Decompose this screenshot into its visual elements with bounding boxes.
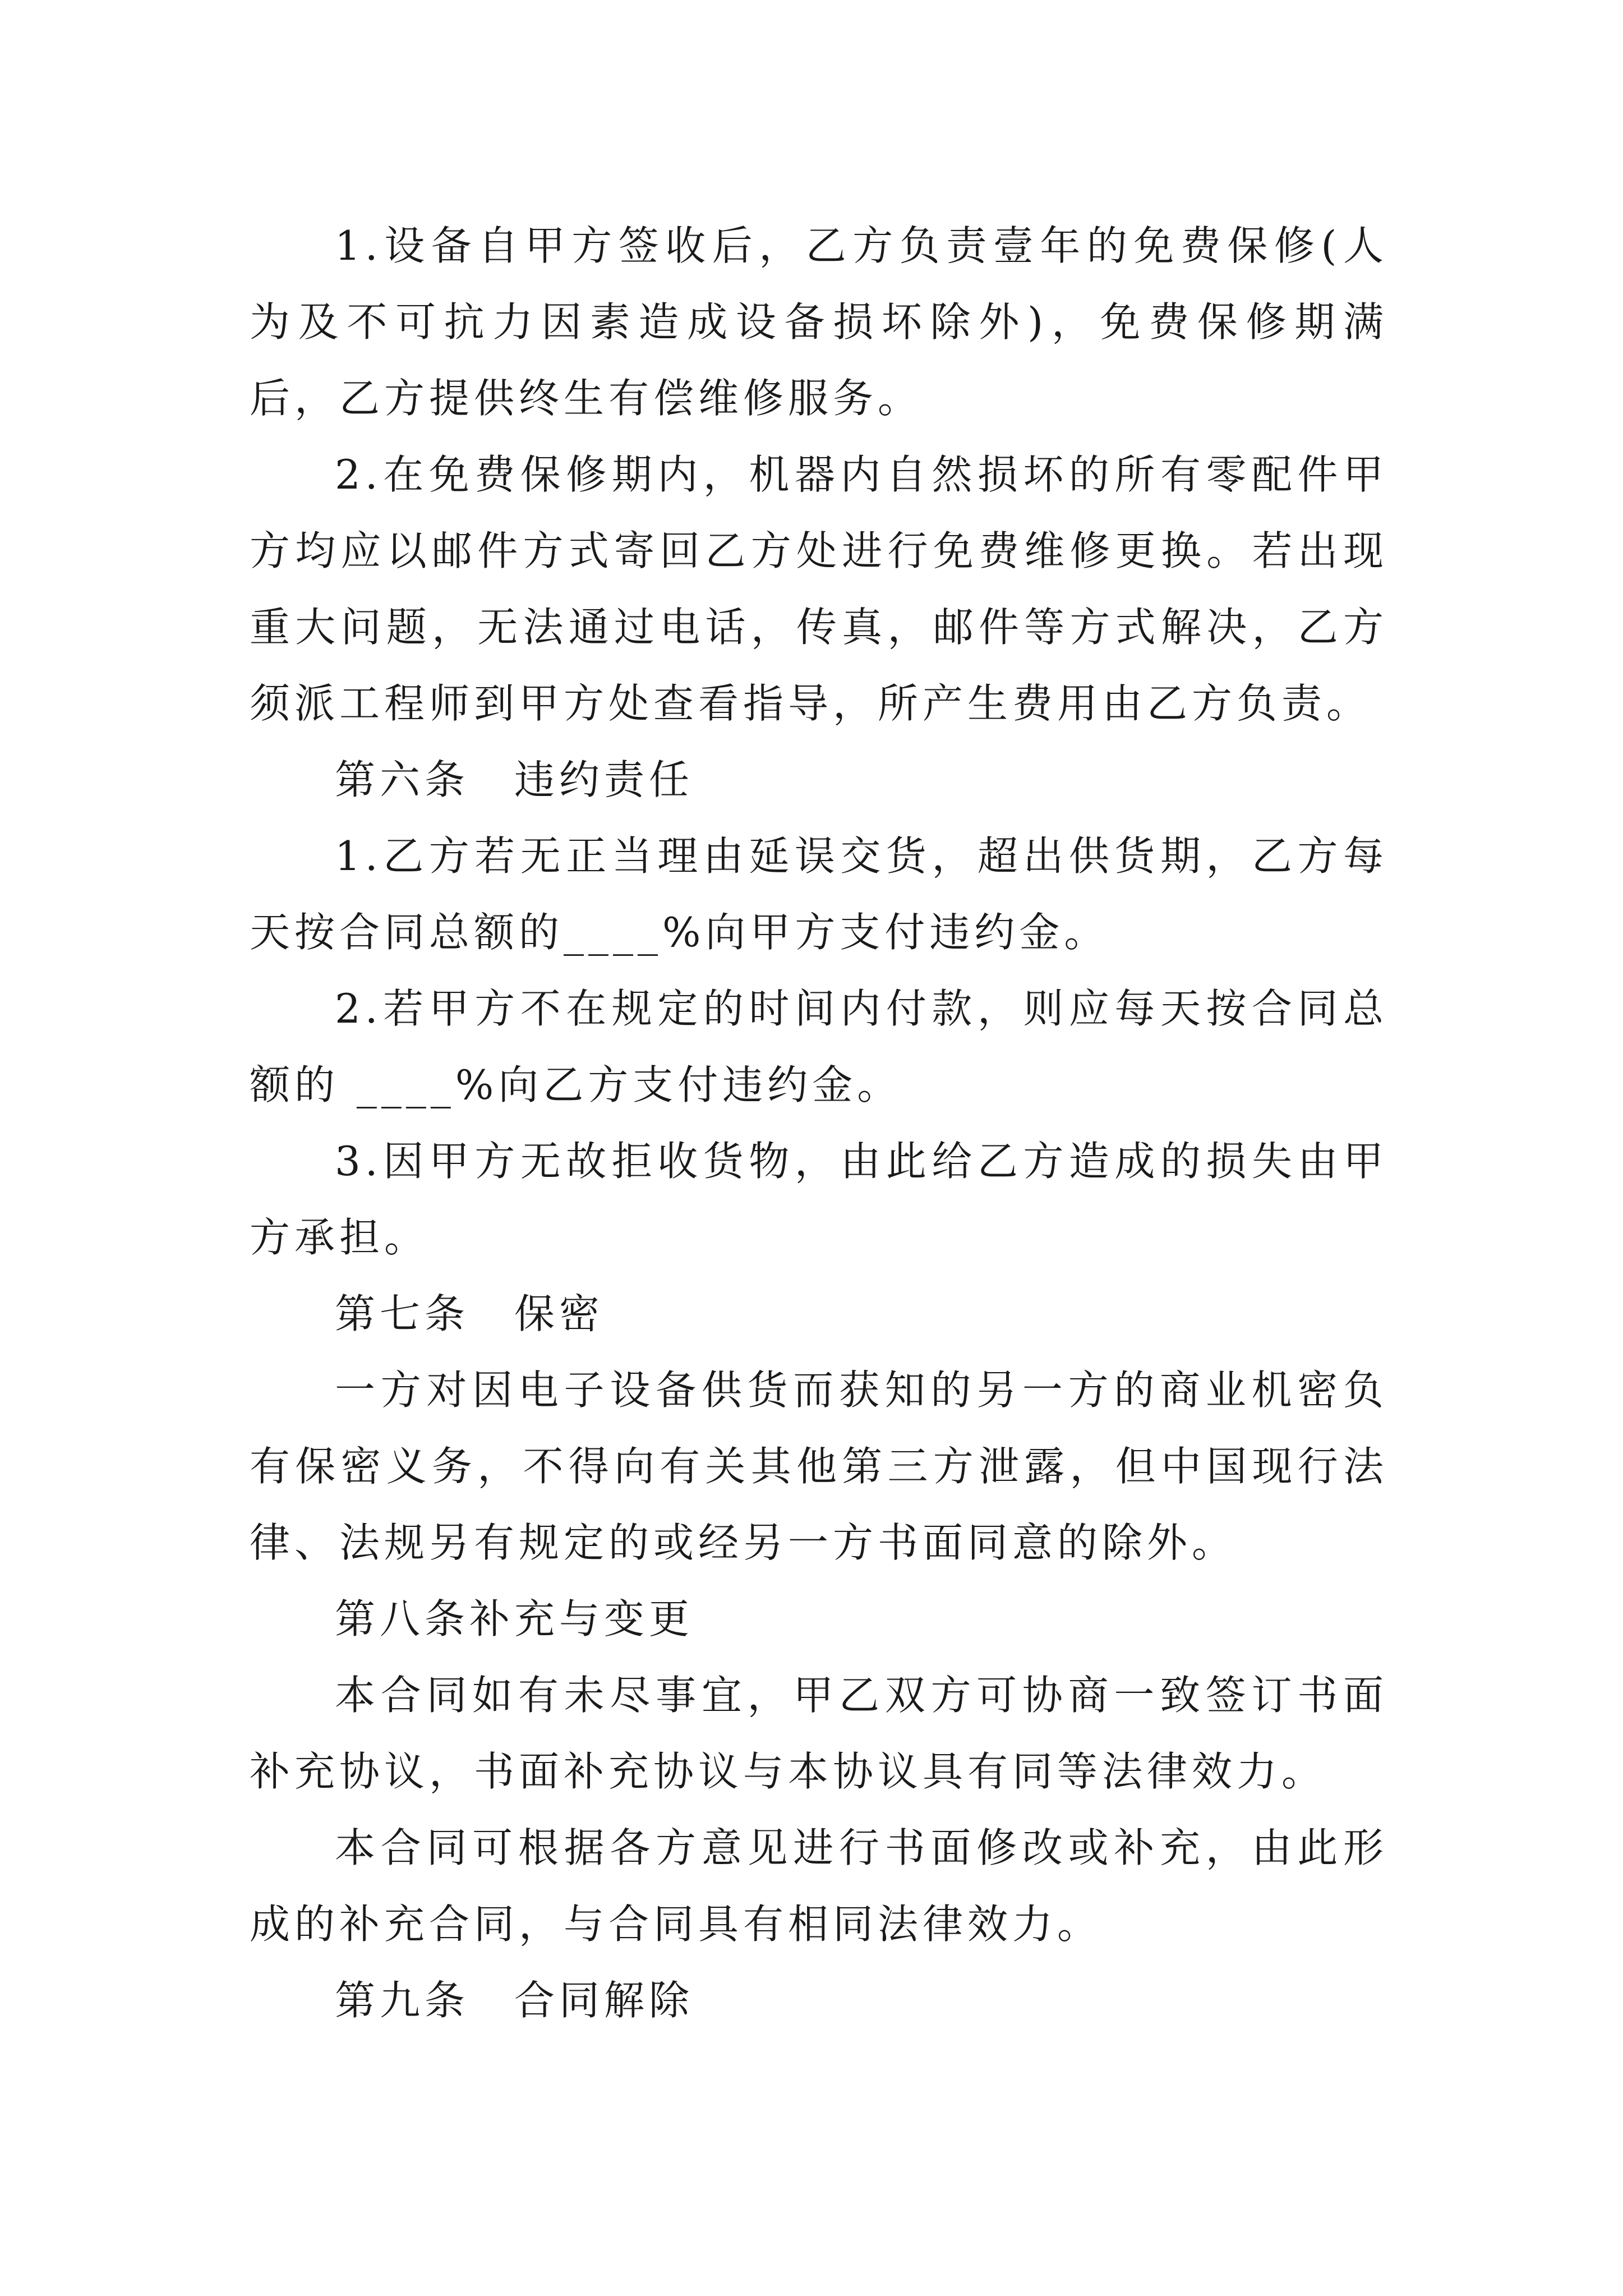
paragraph-buyer-penalty: 2.若甲方不在规定的时间内付款，则应每天按合同总额的 ____%向乙方支付违约金。 — [250, 985, 1388, 1108]
paragraph-confidentiality: 一方对因电子设备供货而获知的另一方的商业机密负有保密义务，不得向有关其他第三方泄露，但中国现行法律、法规另有规定的或经另一方书面同意的除外。 — [250, 1366, 1388, 1566]
heading-article-6: 第六条 违约责任 — [335, 756, 694, 803]
heading-article-7: 第七条 保密 — [335, 1290, 605, 1337]
heading-article-9: 第九条 合同解除 — [335, 1977, 694, 2024]
paragraph-supplement-agreement: 本合同如有未尽事宜，甲乙双方可协商一致签订书面补充协议，书面补充协议与本协议具有同等法律效力。 — [250, 1672, 1388, 1795]
paragraph-supplement-contract: 本合同可根据各方意见进行书面修改或补充，由此形成的补充合同，与合同具有相同法律效力。 — [250, 1824, 1388, 1948]
document-body — [250, 208, 1388, 2039]
paragraph-refusal-loss: 3.因甲方无故拒收货物，由此给乙方造成的损失由甲方承担。 — [250, 1138, 1388, 1261]
paragraph-warranty-period: 1.设备自甲方签收后，乙方负责壹年的免费保修(人为及不可抗力因素造成设备损坏除外)，免费保修期满后，乙方提供终生有偿维修服务。 — [250, 222, 1388, 422]
heading-article-8: 第八条补充与变更 — [335, 1595, 694, 1642]
paragraph-warranty-repair: 2.在免费保修期内，机器内自然损坏的所有零配件甲方均应以邮件方式寄回乙方处进行免费维修更换。若出现重大问题，无法通过电话，传真，邮件等方式解决，乙方须派工程师到甲方处查看指导，所产生费用由乙方负责。 — [250, 451, 1388, 727]
paragraph-seller-penalty: 1.乙方若无正当理由延误交货，超出供货期，乙方每天按合同总额的____%向甲方支付违约金。 — [250, 832, 1388, 956]
